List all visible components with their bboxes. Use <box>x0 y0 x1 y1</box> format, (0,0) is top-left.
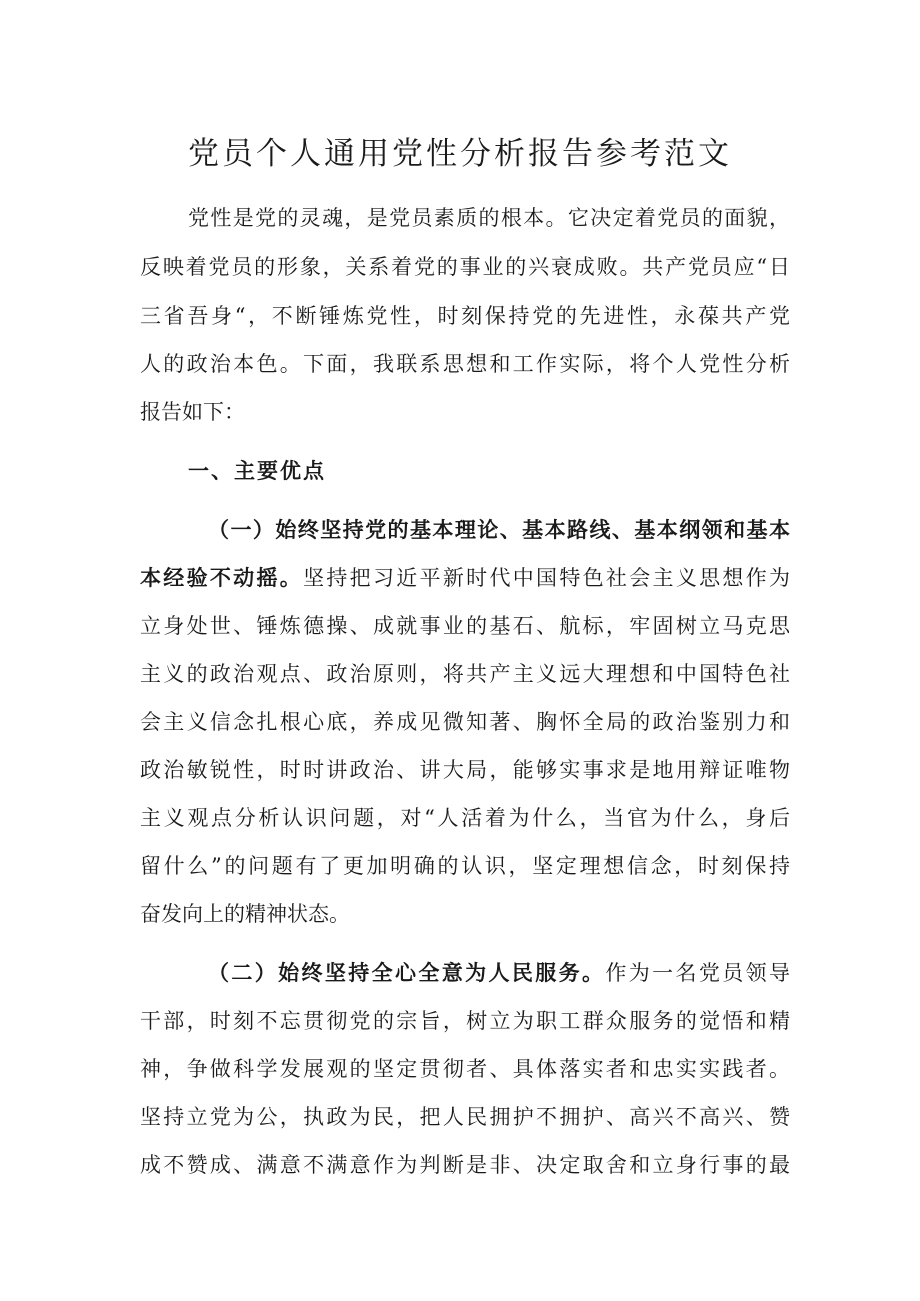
item1-line-4: 主义的政治观点、政治原则，将共产主义远大理想和中国特色社 <box>140 662 790 686</box>
item1-bold-line: （一）始终坚持党的基本理论、基本路线、基本纲领和基本 <box>208 518 790 542</box>
intro-line-5: 报告如下： <box>140 400 245 424</box>
item1-line-5: 会主义信念扎根心底，养成见微知著、胸怀全局的政治鉴别力和 <box>140 710 790 734</box>
item1-bold-lead: 经验不动摇。 <box>163 566 304 590</box>
intro-line-3: 三省吾身“，不断锤炼党性，时刻保持党的先进性，永葆共产党 <box>140 304 790 328</box>
item2-line-1 <box>208 958 790 988</box>
section-heading-1: 一、主要优点 <box>188 459 326 483</box>
item2-rest-text: 作为一名党员领导 <box>605 961 790 985</box>
item2-line-4: 坚持立党为公，执政为民，把人民拥护不拥护、高兴不高兴、赞 <box>140 1105 790 1129</box>
item1-line-2 <box>140 563 790 593</box>
item2-line-3: 神，争做科学发展观的坚定贯彻者、具体落实者和忠实实践者。 <box>140 1057 790 1081</box>
intro-line-2: 反映着党员的形象，关系着党的事业的兴衰成败。共产党员应“日 <box>140 255 790 279</box>
item2-line-5: 成不赞成、满意不满意作为判断是非、决定取舍和立身行事的最 <box>140 1153 790 1177</box>
intro-line-1: 党性是党的灵魂，是党员素质的根本。它决定着党员的面貌， <box>188 206 790 230</box>
item2-line-2: 干部，时刻不忘贯彻党的宗旨，树立为职工群众服务的觉悟和精 <box>140 1009 790 1033</box>
item2-bold-lead: （二）始终坚持全心全意为人民服务。 <box>208 961 606 985</box>
item1-rest-text: 坚持把习近平新时代中国特色社会主义思想作为 <box>303 566 790 590</box>
item1-line-3: 立身处世、锤炼德操、成就事业的基石、航标，牢固树立马克思 <box>140 614 790 638</box>
item1-line-7: 主义观点分析认识问题，对“人活着为什么，当官为什么，身后 <box>140 806 790 830</box>
item1-bold-continuation: 本 <box>140 566 164 590</box>
item1-line-8: 留什么”的问题有了更加明确的认识，坚定理想信念，时刻保持 <box>140 854 790 878</box>
item1-line-9: 奋发向上的精神状态。 <box>140 902 350 926</box>
intro-line-4: 人的政治本色。下面，我联系思想和工作实际，将个人党性分析 <box>140 352 790 376</box>
item1-line-6: 政治敏锐性，时时讲政治、讲大局，能够实事求是地用辩证唯物 <box>140 758 790 782</box>
document-title: 党员个人通用党性分析报告参考范文 <box>188 136 732 172</box>
